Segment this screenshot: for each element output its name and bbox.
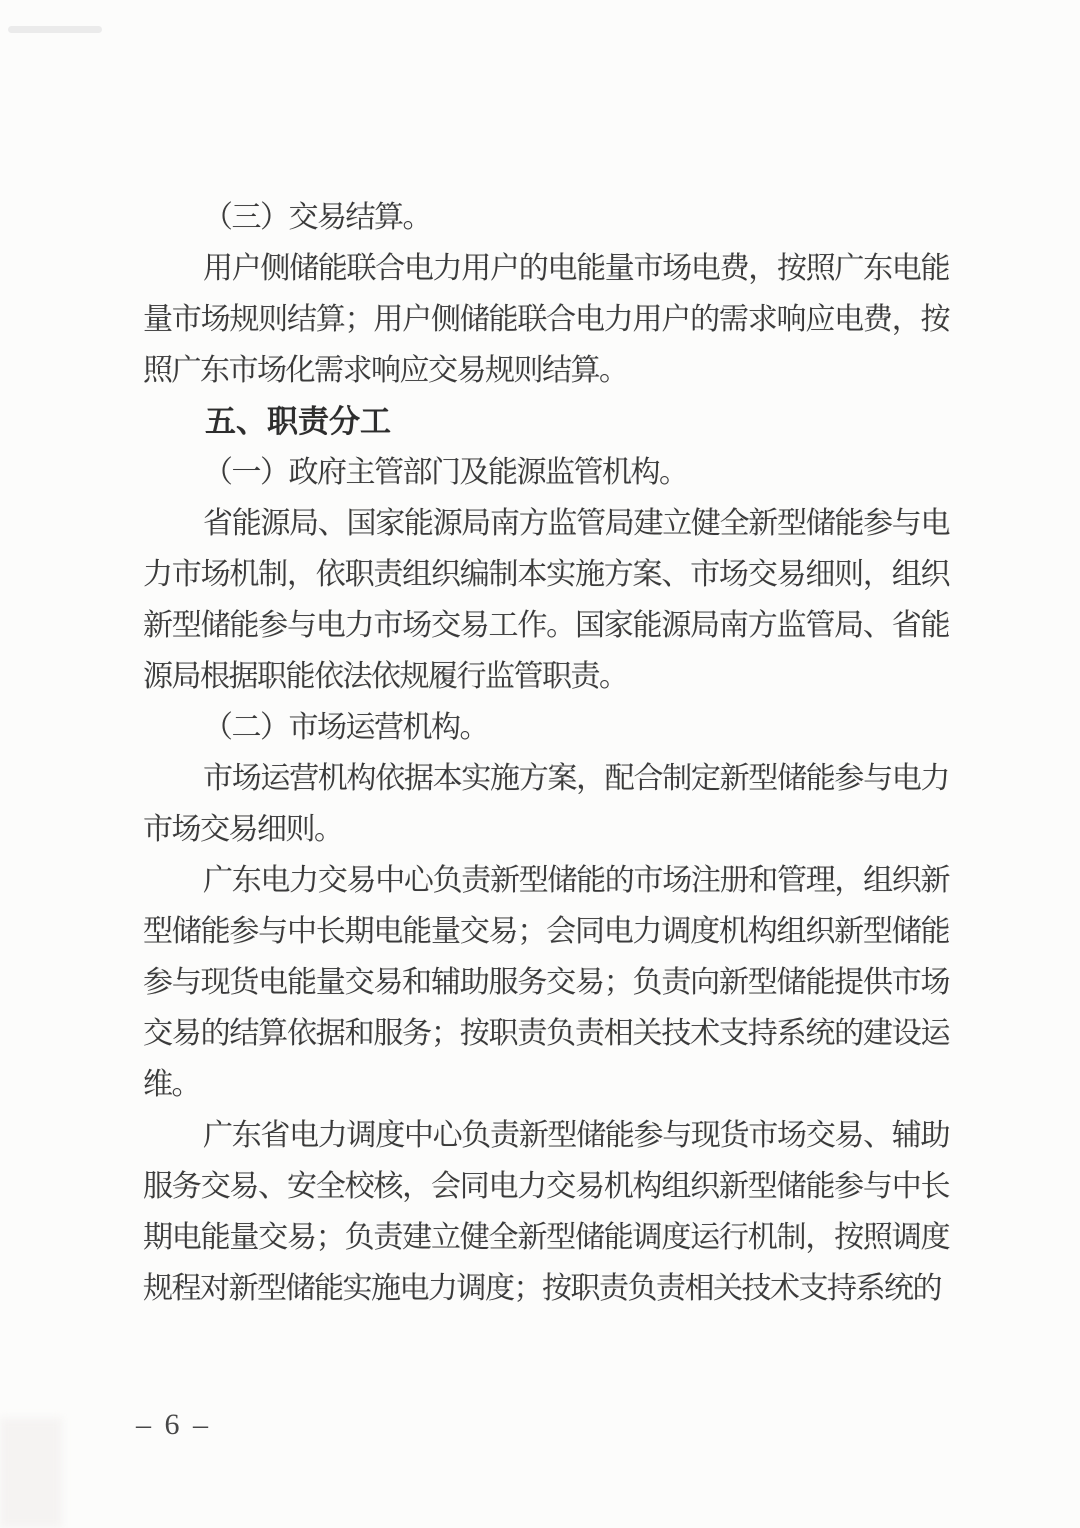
document-body (143, 192, 949, 1314)
section-heading-duties: 五、职责分工 (205, 404, 391, 439)
page-number: – 6 – (136, 1408, 211, 1441)
paragraph: 用户侧储能联合电力用户的电能量市场电费，按照广东电能量市场规则结算；用户侧储能联合电力用户的需求响应电费，按照广东市场化需求响应交易规则结算。 (143, 252, 949, 387)
sub-heading-market-operators: （二）市场运营机构。 (203, 711, 488, 744)
paragraph: 省能源局、国家能源局南方监管局建立健全新型储能参与电力市场机制，依职责组织编制本实施方案、市场交易细则，组织新型储能参与电力市场交易工作。国家能源局南方监管局、省能源局根据职能依法依规履行监管职责。 (143, 507, 949, 693)
scan-artifact (0, 1418, 62, 1528)
sub-heading-transaction-settlement: （三）交易结算。 (203, 201, 431, 234)
paragraph: 市场运营机构依据本实施方案，配合制定新型储能参与电力市场交易细则。 (143, 762, 949, 846)
scan-artifact (8, 26, 102, 33)
sub-heading-government-departments: （一）政府主管部门及能源监管机构。 (203, 456, 688, 489)
paragraph: 广东省电力调度中心负责新型储能参与现货市场交易、辅助服务交易、安全校核，会同电力交易机构组织新型储能参与中长期电能量交易；负责建立健全新型储能调度运行机制，按照调度规程对新型储能实施电力调度；按职责负责相关技术支持系统的 (143, 1119, 949, 1305)
paragraph: 广东电力交易中心负责新型储能的市场注册和管理，组织新型储能参与中长期电能量交易；会同电力调度机构组织新型储能参与现货电能量交易和辅助服务交易；负责向新型储能提供市场交易的结算依据和服务；按职责负责相关技术支持系统的建设运维。 (143, 864, 949, 1101)
